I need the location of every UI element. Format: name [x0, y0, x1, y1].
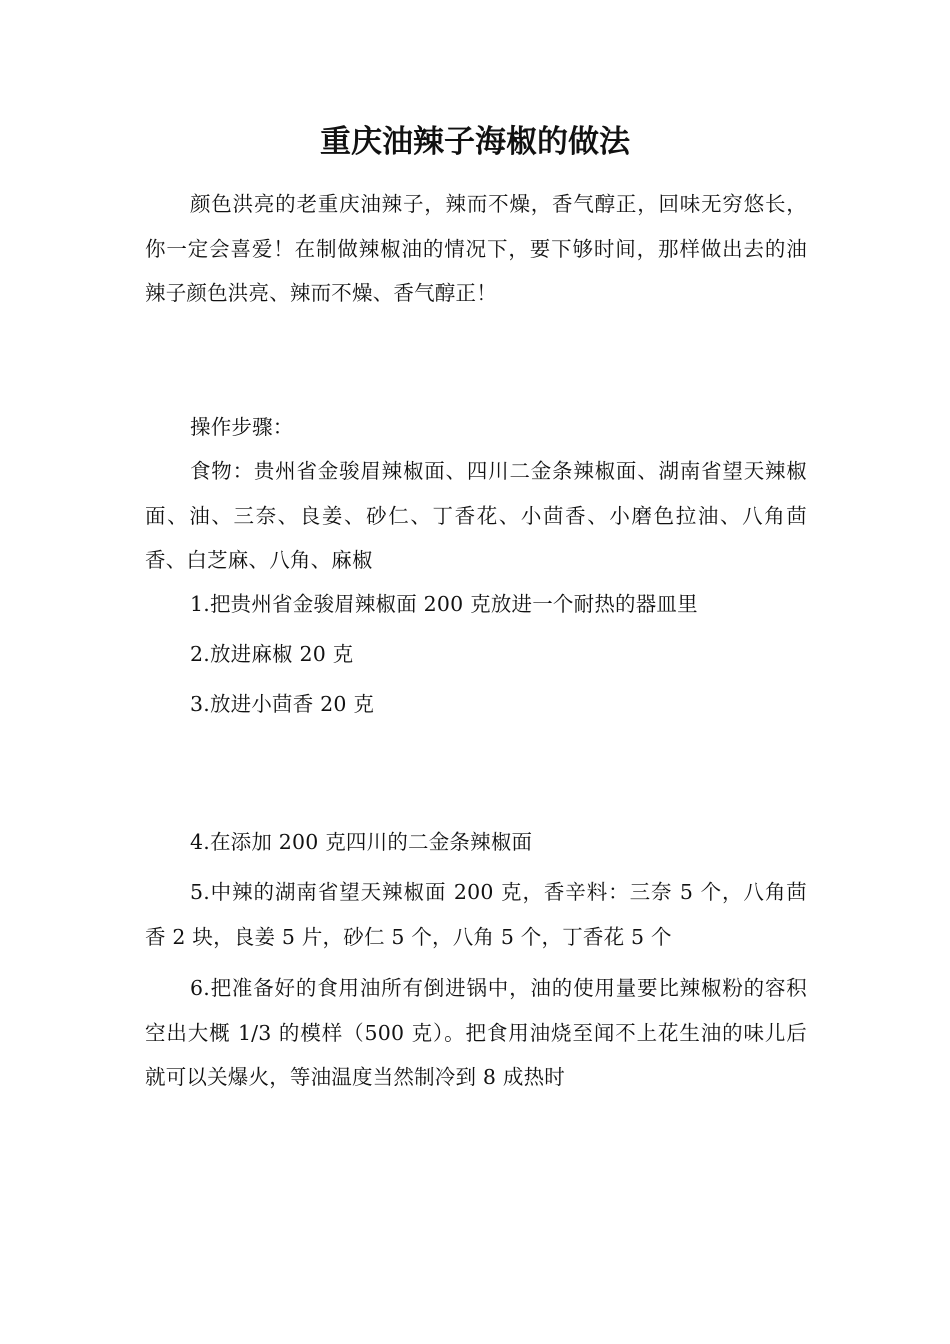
- ingredients-paragraph: 食物：贵州省金骏眉辣椒面、四川二金条辣椒面、湖南省望天辣椒面、油、三奈、良姜、砂仁、丁香花、小茴香、小磨色拉油、八角茴香、白芝麻、八角、麻椒: [145, 459, 807, 572]
- step-6: 6.把准备好的食用油所有倒进锅中，油的使用量要比辣椒粉的容积空出大概 1/3 的模样（500 克）。把食用油烧至闻不上花生油的味儿后就可以关爆火，等油温度当然制冷到 8 成热时: [145, 976, 807, 1089]
- steps-heading: 操作步骤：: [190, 415, 294, 439]
- step-1: 1.把贵州省金骏眉辣椒面 200 克放进一个耐热的器皿里: [190, 592, 698, 616]
- step-3: 3.放进小茴香 20 克: [190, 692, 375, 716]
- intro-paragraph: 颜色洪亮的老重庆油辣子，辣而不燥，香气醇正，回味无穷悠长，你一定会喜爱！在制做辣椒油的情况下，要下够时间，那样做出去的油辣子颜色洪亮、辣而不燥、香气醇正！: [145, 192, 807, 305]
- step-4: 4.在添加 200 克四川的二金条辣椒面: [190, 830, 533, 854]
- document-title: 重庆油辣子海椒的做法: [320, 124, 630, 160]
- step-5: 5.中辣的湖南省望天辣椒面 200 克，香辛料：三奈 5 个，八角茴香 2 块，良姜 5 片，砂仁 5 个，八角 5 个，丁香花 5 个: [145, 880, 807, 949]
- step-2: 2.放进麻椒 20 克: [190, 642, 354, 666]
